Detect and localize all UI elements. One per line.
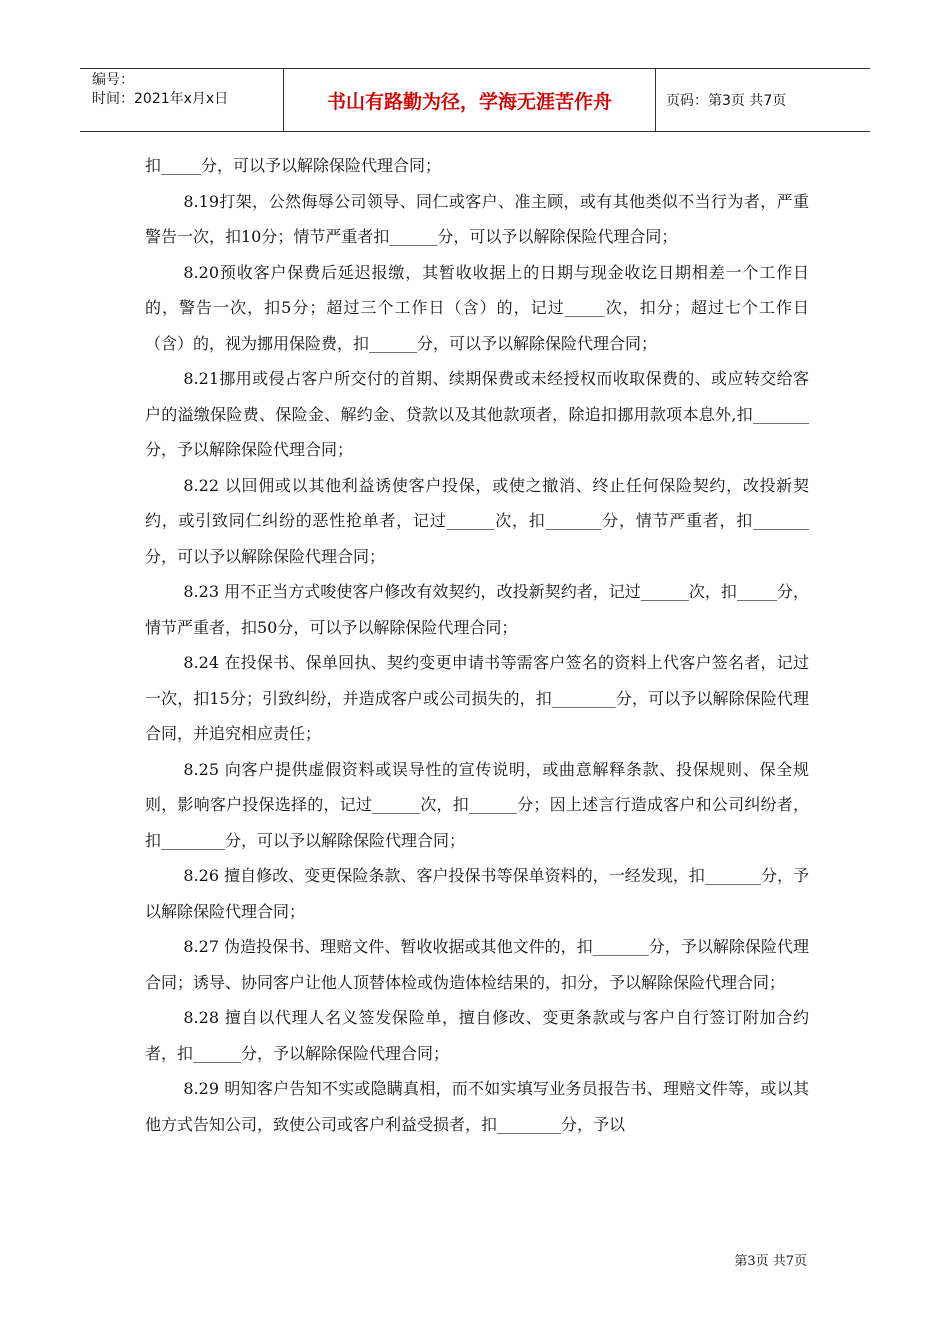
header-page-number: 页码：第3页 共7页 <box>666 93 787 109</box>
clause-8-28: 8.28 擅自以代理人名义签发保险单，擅自修改、变更条款或与客户自行签订附加合约者，扣______分，予以解除保险代理合同； <box>145 1008 809 1063</box>
clause-8-25: 8.25 向客户提供虚假资料或误导性的宣传说明，或曲意解释条款、投保规则、保全规则，影响客户投保选择的，记过______次，扣______分；因上述言行造成客户和公司纠纷者，扣________分，可以予以解除保险代理合同； <box>145 759 809 850</box>
paragraph-continuation: 扣_____分，可以予以解除保险代理合同； <box>145 156 442 175</box>
clause-8-22: 8.22 以回佣或以其他利益诱使客户投保，或使之撤消、终止任何保险契约，改投新契约，或引致同仁纠纷的恶性抢单者，记过______次，扣_______分，情节严重者，扣_______分，可以予以解除保险代理合同； <box>145 475 809 566</box>
document-number-label: 编号： <box>92 72 134 88</box>
clause-8-19: 8.19打架，公然侮辱公司领导、同仁或客户、准主顾，或有其他类似不当行为者，严重警告一次，扣10分；情节严重者扣______分，可以予以解除保险代理合同； <box>145 191 809 246</box>
clause-8-29: 8.29 明知客户告知不实或隐瞒真相，而不如实填写业务员报告书、理赔文件等，或以其他方式告知公司，致使公司或客户利益受损者，扣________分，予以 <box>145 1079 809 1134</box>
clause-8-20: 8.20预收客户保费后延迟报缴，其暂收收据上的日期与现金收讫日期相差一个工作日的，警告一次，扣5分；超过三个工作日（含）的，记过_____次，扣分；超过七个工作日（含）的，视为挪用保险费，扣______分，可以予以解除保险代理合同； <box>145 262 809 353</box>
header-slogan: 书山有路勤为径，学海无涯苦作舟 <box>284 69 656 131</box>
clause-8-21: 8.21挪用或侵占客户所交付的首期、续期保费或未经授权而收取保费的、或应转交给客户的溢缴保险费、保险金、解约金、贷款以及其他款项者，除追扣挪用款项本息外,扣_______分，予以解除保险代理合同； <box>145 369 809 459</box>
clause-8-24: 8.24 在投保书、保单回执、契约变更申请书等需客户签名的资料上代客户签名者，记过一次，扣15分；引致纠纷，并造成客户或公司损失的，扣________分，可以予以解除保险代理合同，并追究相应责任； <box>145 653 809 743</box>
clause-8-26: 8.26 擅自修改、变更保险条款、客户投保书等保单资料的，一经发现，扣_______分，予以解除保险代理合同； <box>145 866 809 921</box>
page-footer: 第3页 共7页 <box>734 1254 807 1269</box>
page-header <box>80 68 870 132</box>
clause-8-23: 8.23 用不正当方式唆使客户修改有效契约，改投新契约者，记过______次，扣_____分，情节严重者，扣50分，可以予以解除保险代理合同； <box>145 582 809 637</box>
header-meta <box>80 69 284 131</box>
document-time-label: 时间：2021年x月x日 <box>92 91 229 107</box>
document-body <box>145 148 809 1142</box>
clause-8-27: 8.27 伪造投保书、理赔文件、暂收收据或其他文件的，扣_______分，予以解除保险代理合同；诱导、协同客户让他人顶替体检或伪造体检结果的，扣分，予以解除保险代理合同； <box>145 937 809 992</box>
